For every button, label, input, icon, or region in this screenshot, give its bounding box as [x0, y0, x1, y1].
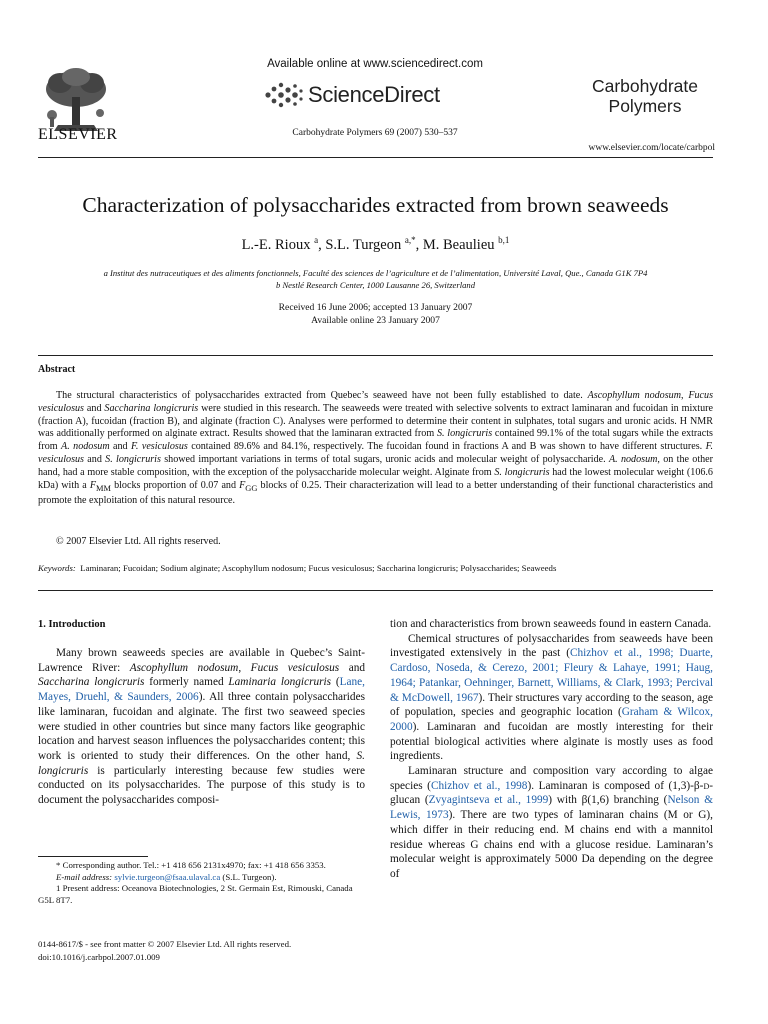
citation-link[interactable]: Zvyagintseva et al., 1999 — [428, 794, 549, 807]
footnote-email — [38, 872, 365, 884]
journal-title-line1: Carbohydrate — [591, 76, 699, 96]
abstract-heading: Abstract — [38, 364, 76, 375]
author-affiliation-mark: b,1 — [498, 235, 510, 245]
footnote-corresponding-author: * Corresponding author. Tel.: +1 418 656 2131x4970; fax: +1 418 656 3353. — [56, 860, 326, 870]
introduction-paragraph: Many brown seaweeds species are available in Quebec’s Saint-Lawrence River: Ascophyllum nodosum, Fucus vesiculosus and Saccharina longicruris formerly named Laminaria longicruris (Lane, Mayes, Druehl, & Saunders, 2006). All three contain polysaccharides like laminaran, fucoidan and alginate. The first two seaweed species were studied in other countries but since many factors like geographic location and harvest season influences the polysaccharides content; this work is oriented to study their differences. On the other hand, S. longicruris is particularly interesting because few studies were conducted on its polysaccharides. The purpose of this study is to document the polysaccharides composi- — [38, 647, 366, 807]
affiliation-b: b Nestlé Research Center, 1000 Lausanne 26, Switzerland — [276, 280, 475, 290]
available-online-date: Available online 23 January 2007 — [311, 315, 440, 326]
journal-title-line2: Polymers — [608, 96, 682, 116]
section-heading-introduction: 1. Introduction — [38, 619, 106, 630]
author-list: L.-E. Rioux $^a$, S.L. Turgeon $^{a,*}$, M. Beaulieu $^{b,1}$ — [241, 235, 510, 253]
citation-link[interactable]: Nelson & Lewis, 1973 — [390, 794, 713, 822]
citation-link[interactable]: Lane, Mayes, Druehl, & Saunders, 2006 — [38, 676, 365, 704]
journal-url-link[interactable]: www.elsevier.com/locate/carbpol — [588, 143, 715, 153]
abstract-body: The structural characteristics of polysaccharides extracted from Quebec’s seaweed have not been fully established to date. Ascophyllum nodosum, Fucus vesiculosus and Saccharina longicruris were studied in this research. The seaweeds were treated with selective solvents to extract laminaran and fucoidan in mixture (fraction A), fucoidan (fraction B), and alginate (fraction C). Analyses were performed to determine their content in sulphates, total sugars and uronic acids. H NMR was additionally performed on alginate extract. Results showed that the laminaran extracted from S. longicruris contained 99.1% of the total sugars while the extracts from A. nodosum and F. vesiculosus contained 89.6% and 84.1%, respectively. The fucoidan found in fractions A and B was shown to have different structures. F. vesiculosus and S. longicruris showed important variations in terms of total sugars, uronic acids and molecular weight of polysaccharide. A. nodosum, on the other hand, had a more stable composition, with the exception of the polysaccharide molecular weight. Alginate from S. longicruris had the lowest molecular weight (106.6 kDa) with a $F_{MM}$ blocks proportion of 0.07 and $F_{GG}$ blocks of 0.25. Their characterization will lead to a better understanding of their functional characteristics and promote the exploitation of this natural resource. — [38, 390, 714, 507]
footnotes — [38, 860, 365, 906]
journal-citation: Carbohydrate Polymers 69 (2007) 530–537 — [292, 128, 458, 138]
citation-link[interactable]: Graham & Wilcox, 2000 — [390, 706, 713, 733]
author-affiliation-mark: a,* — [404, 235, 416, 245]
affiliation-a: a Institut des nutraceutiques et des aliments fonctionnels, Faculté des sciences de l’agriculture et de l’alimentation, Université Laval, Que., Canada G1K 7P4 — [103, 268, 648, 278]
citation-link[interactable]: Chizhov et al., 1998 — [430, 779, 528, 792]
keywords-line — [38, 563, 713, 573]
available-online-text: Available online at www.sciencedirect.com — [267, 58, 483, 70]
front-matter-line: 0144-8617/$ - see front matter © 2007 Elsevier Ltd. All rights reserved. — [38, 939, 292, 949]
article-title: Characterization of polysaccharides extracted from brown seaweeds — [82, 193, 669, 217]
abstract-top-rule — [38, 355, 713, 356]
keywords-list: Laminaran; Fucoidan; Sodium alginate; Ascophyllum nodosum; Fucus vesiculosus; Saccharina longicruris; Polysaccharides; Seaweeds — [80, 563, 557, 573]
journal-title — [555, 76, 735, 116]
citation-link[interactable]: Chizhov et al., 1998; Duarte, Cardoso, Noseda, & Cerezo, 2001; Fleury & Lahaye, 1991; Haug, 1964; Patankar, Oehninger, Barnett, Williams, & Clark, 1993; Percival & McDowell, 1967 — [390, 647, 713, 704]
header-rule — [38, 157, 713, 158]
footnote-rule — [38, 856, 148, 857]
keywords-label: Keywords: — [38, 563, 76, 573]
email-link[interactable]: sylvie.turgeon@fsaa.ulaval.ca — [114, 871, 221, 882]
right-column-text: tion and characteristics from brown seaweeds found in eastern Canada. Chemical structures of polysaccharides from seaweeds have been investigated extensively in the past (Chizhov et al., 1998; Duarte, Cardoso, Noseda, & Cerezo, 2001; Fleury & Lahaye, 1991; Haug, 1964; Patankar, Oehninger, Barnett, Williams, & Clark, 1993; Percival & McDowell, 1967). Their structures vary according to the season, age of population, species and geographic location (Graham & Wilcox, 2000). Laminaran and fucoidan are mostly interesting for their potential biological activities where alginate is mostly uses as food ingredients. Laminaran structure and composition vary according to algae species (Chizhov et al., 1998). Laminaran is composed of (1,3)-β-d-glucan (Zvyagintseva et al., 1999) with β(1,6) branching (Nelson & Lewis, 1973). There are two types of laminaran chains (M or G), which differ in their reducing end. M chains end with a mannitol residue whereas G chains end with a glucose residue. Laminaran’s molecular weight is approximately 5000 Da depending on the degree of — [390, 618, 713, 880]
footnote-present-address: 1 Present address: Oceanova Biotechnologies, 2 St. Germain Est, Rimouski, Canada G5L 8T7. — [38, 883, 353, 905]
publisher-name: ELSEVIER — [38, 126, 118, 143]
email-suffix: (S.L. Turgeon). — [222, 871, 277, 882]
abstract-copyright: © 2007 Elsevier Ltd. All rights reserved. — [56, 536, 221, 547]
email-label: E-mail address: — [56, 871, 113, 882]
received-date: Received 16 June 2006; accepted 13 January 2007 — [278, 302, 473, 313]
author-affiliation-mark: a — [314, 235, 319, 245]
sciencedirect-dots-icon — [262, 80, 304, 110]
author-name: M. Beaulieu — [422, 236, 495, 253]
sciencedirect-logo — [262, 80, 440, 110]
abstract-bottom-rule — [38, 590, 713, 591]
author-name: S.L. Turgeon — [325, 236, 402, 253]
doi-line: doi:10.1016/j.carbpol.2007.01.009 — [38, 952, 160, 962]
author-name: L.-E. Rioux — [241, 236, 311, 253]
sciencedirect-wordmark: ScienceDirect — [308, 82, 440, 107]
front-matter-info — [38, 938, 368, 964]
